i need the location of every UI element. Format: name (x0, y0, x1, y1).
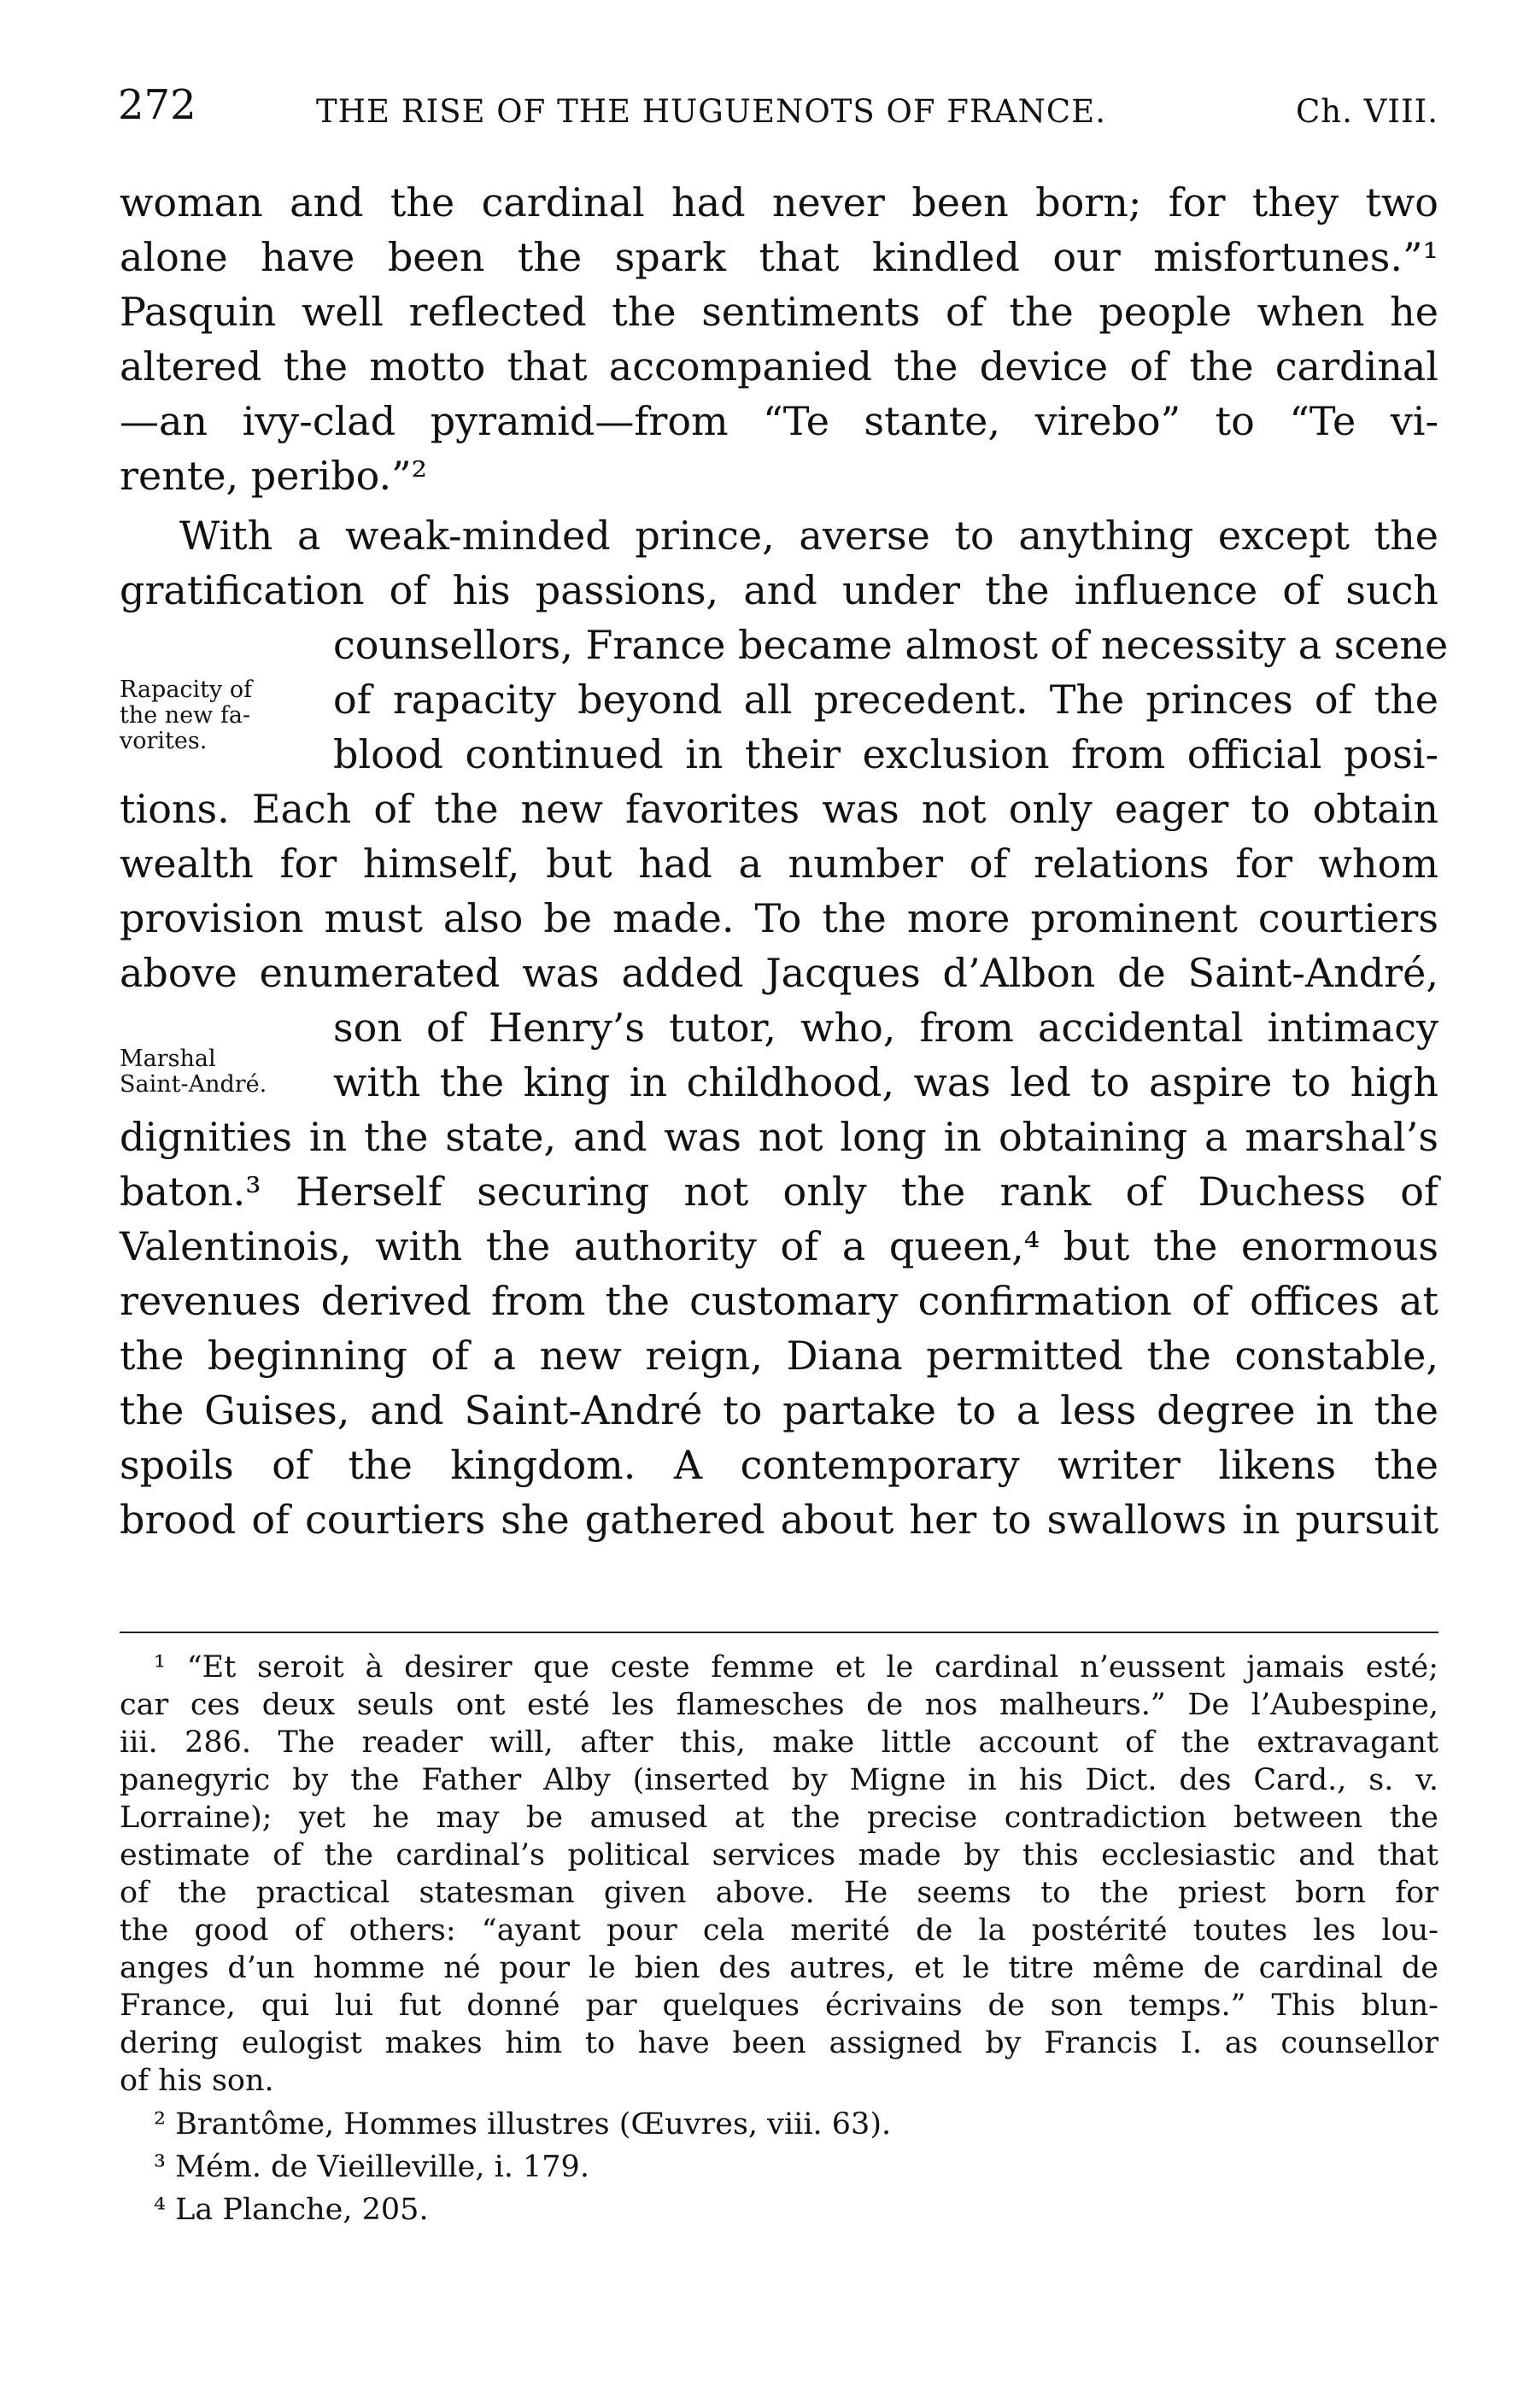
footnote-rule (120, 1632, 1438, 1633)
margin-note-rapacity (120, 677, 316, 754)
footnote-line: the good of others: “ayant pour cela merité de la postérité toutes les lou- (120, 1913, 1438, 1948)
body-line: Valentinois, with the authority of a queen,⁴ but the enormous (120, 1223, 1438, 1269)
body-line: Pasquin well reflected the sentiments of the people when he (120, 289, 1438, 335)
margin-note-line: the new fa- (120, 702, 251, 729)
footnote-line: ¹ “Et seroit à desirer que ceste femme et le cardinal n’eussent jamais esté; (154, 1650, 1438, 1684)
margin-note-line: Marshal (120, 1046, 216, 1072)
body-line: counsellors, France became almost of necessity a scene (333, 622, 1449, 668)
body-line: of rapacity beyond all precedent. The princes of the (333, 677, 1438, 723)
footnote-line: panegyric by the Father Alby (inserted by Migne in his Dict. des Card., s. v. (120, 1763, 1438, 1797)
footnote-line: dering eulogist makes him to have been assigned by Francis I. as counsellor (120, 2026, 1438, 2060)
body-line: wealth for himself, but had a number of relations for whom (120, 841, 1438, 887)
body-line: tions. Each of the new favorites was not only eager to obtain (120, 786, 1438, 832)
body-line: blood continued in their exclusion from official posi- (333, 731, 1438, 777)
body-line: with the king in childhood, was led to aspire to high (333, 1059, 1438, 1105)
body-line: rente, peribo.”² (120, 453, 428, 499)
footnote-line: France, qui lui fut donné par quelques écrivains de son temps.” This blun- (120, 1989, 1438, 2023)
footnote-line: of the practical statesman given above. He seems to the priest born for (120, 1876, 1438, 1910)
body-line: woman and the cardinal had never been born; for they two (120, 179, 1438, 226)
body-line: revenues derived from the customary confirmation of offices at (120, 1278, 1438, 1324)
footnote-line: anges d’un homme né pour le bien des autres, et le titre même de cardinal de (120, 1951, 1438, 1985)
margin-note-line: Rapacity of (120, 677, 253, 703)
running-title: THE RISE OF THE HUGUENOTS OF FRANCE. (316, 93, 1106, 130)
body-line: brood of courtiers she gathered about her to swallows in pursuit (120, 1497, 1438, 1543)
footnote-line: Lorraine); yet he may be amused at the precise contradiction between the (120, 1801, 1438, 1835)
footnote-line: ⁴ La Planche, 205. (154, 2193, 429, 2227)
margin-note-line: vorites. (120, 728, 208, 754)
chapter-reference: Ch. VIII. (1296, 93, 1438, 130)
margin-note-marshal (120, 1046, 316, 1098)
body-line: alone have been the spark that kindled our misfortunes.”¹ (120, 234, 1438, 280)
body-line: above enumerated was added Jacques d’Albon de Saint-André, (120, 950, 1438, 996)
body-line: dignities in the state, and was not long in obtaining a marshal’s (120, 1114, 1438, 1160)
footnote-line: car ces deux seuls ont esté les flamesches de nos malheurs.” De l’Aubespine, (120, 1688, 1438, 1722)
body-line: With a weak-minded prince, averse to anything except the (179, 513, 1438, 559)
body-line: gratification of his passions, and under the influence of such (120, 567, 1438, 613)
footnote-line: ³ Mém. de Vieilleville, i. 179. (154, 2150, 589, 2184)
body-line: spoils of the kingdom. A contemporary writer likens the (120, 1442, 1438, 1488)
page-number: 272 (118, 81, 196, 129)
footnote-line: of his son. (120, 2064, 274, 2098)
footnote-line: estimate of the cardinal’s political services made by this ecclesiastic and that (120, 1838, 1438, 1872)
running-header (118, 81, 1438, 141)
body-line: provision must also be made. To the more prominent courtiers (120, 895, 1438, 941)
body-line: altered the motto that accompanied the device of the cardinal (120, 343, 1438, 390)
body-line: son of Henry’s tutor, who, from accidental intimacy (333, 1005, 1438, 1051)
footnote-line: ² Brantôme, Hommes illustres (Œuvres, viii. 63). (154, 2107, 892, 2141)
body-line: baton.³ Herself securing not only the rank of Duchess of (120, 1169, 1438, 1215)
body-line: the Guises, and Saint-André to partake to a less degree in the (120, 1387, 1438, 1433)
body-line: —an ivy-clad pyramid—from “Te stante, virebo” to “Te vi- (120, 398, 1438, 444)
footnote-line: iii. 286. The reader will, after this, make little account of the extravagant (120, 1725, 1438, 1760)
body-line: the beginning of a new reign, Diana permitted the constable, (120, 1333, 1438, 1379)
margin-note-line: Saint-André. (120, 1071, 267, 1098)
